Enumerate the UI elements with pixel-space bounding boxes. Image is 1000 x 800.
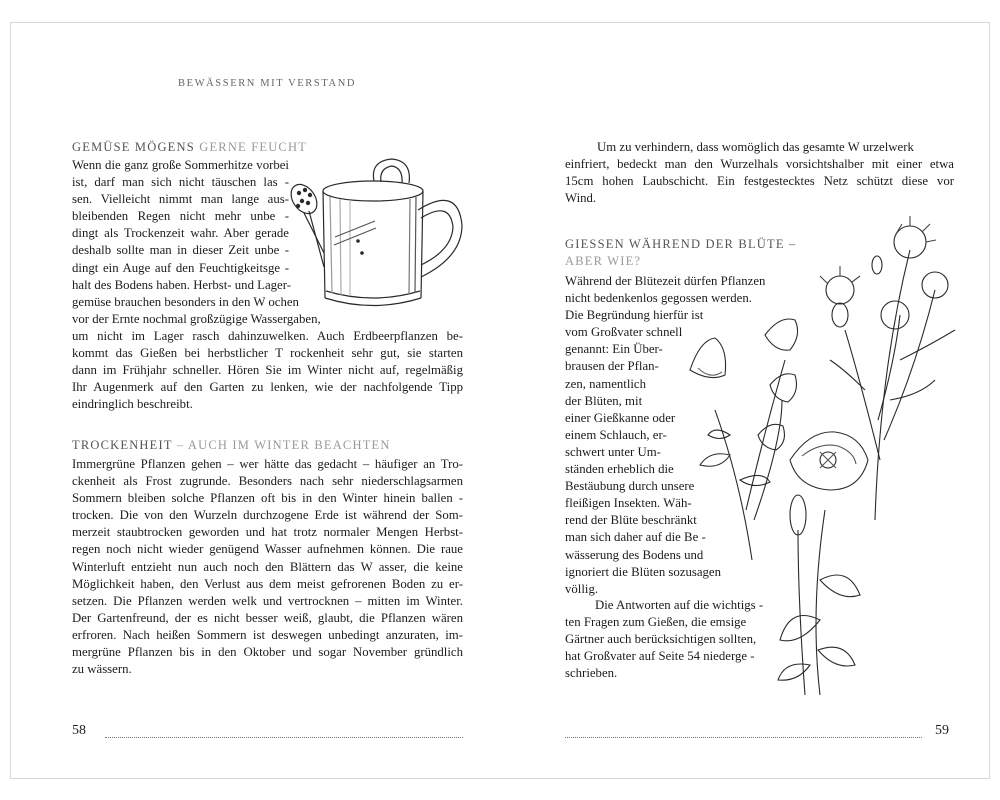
text-line: dann im Frühjahr schneller. Hören Sie im Winter nicht auf, regelmäßig (72, 363, 463, 378)
text-line: wässerung des Bodens und (565, 547, 704, 562)
text-line: Ihr Augenmerk auf den Garten zu lenken, wie der nachfolgende Tipp (72, 380, 463, 395)
footer-rule-left (105, 737, 463, 738)
paragraph-gemuese-full (72, 328, 463, 396)
paragraph-gemuese-last-line: eindringlich beschreibt. (72, 397, 193, 411)
paragraph-intro-last-line: Wind. (565, 191, 597, 205)
text-line: völlig. (565, 581, 599, 596)
text-line: zen, namentlich (565, 376, 647, 391)
running-head: BEWÄSSERN MIT VERSTAND (178, 78, 357, 89)
text-line: Bestäubung durch unsere (565, 479, 695, 494)
text-line: deshalb sollte man in dieser Zeit unbe - (72, 243, 289, 258)
paragraph-trockenheit (72, 456, 463, 661)
text-line: man sich daher auf die Be - (565, 530, 706, 545)
text-line: um nicht im Lager rasch dahinzuwelken. Auch Erdbeerpflanzen be- (72, 329, 463, 343)
text-line: der Blüten, mit (565, 393, 643, 408)
text-line: ständen erheblich die (565, 462, 674, 477)
section-heading-trockenheit (72, 437, 391, 454)
text-line: dingt ein Auge auf den Feuchtigkeitsge - (72, 260, 289, 275)
text-line: ignoriert die Blüten sozusagen (565, 564, 722, 579)
page-number-left: 58 (72, 723, 86, 738)
text-line: Möglichkeit haben, den Verlust aus dem meist gefrorenen Boden zu er- (72, 576, 463, 591)
text-line: trocken. Die von den Wurzeln durchzogene Erde ist während der Som- (72, 508, 463, 523)
text-line: bleibenden Regen nicht mehr unbe - (72, 209, 289, 224)
text-line: Die Begründung hierfür ist (565, 308, 704, 323)
wildflowers-illustration (670, 220, 970, 695)
text-line: ist, darf man sich nicht täuschen las - (72, 175, 289, 190)
text-line: nicht bedenkenlos gegossen werden. (565, 291, 752, 306)
section-heading-bluete-line2: ABER WIE? (565, 254, 642, 268)
text-line: Winterluft entzieht nun auch noch den Blättern das W asser, die keine (72, 559, 463, 574)
text-line: schwert unter Um- (565, 444, 661, 459)
text-line: Gärtner auch berücksichtigen sollten, (565, 632, 757, 647)
text-line: gemüse brauchen besonders in den W ochen (72, 294, 299, 309)
text-line: merzeit staubtrocken geworden und hat trotz normaler Mengen Herbst- (72, 525, 463, 540)
text-line: vom Großvater schnell (565, 325, 683, 340)
text-line: einer Gießkanne oder (565, 410, 676, 425)
section-heading-gemuese-light: GERNE FEUCHT (199, 140, 308, 154)
text-line: einem Schlauch, er- (565, 427, 667, 442)
page-number-right: 59 (935, 723, 949, 738)
watering-can-illustration (290, 155, 470, 310)
text-line: schrieben. (565, 666, 618, 681)
text-line: sen. Vielleicht nimmt man lange aus- (72, 192, 289, 207)
text-line: Während der Blütezeit dürfen Pflanzen (565, 274, 766, 288)
section-heading-gemuese-dark: GEMÜSE MÖGENS (72, 140, 195, 154)
paragraph-gemuese-narrow (72, 157, 321, 328)
section-heading-trockenheit-dark: TROCKENHEIT (72, 438, 173, 452)
text-line: ten Fragen zum Gießen, die emsige (565, 615, 747, 630)
text-line: halt des Bodens haben. Herbst- und Lager- (72, 277, 292, 292)
text-line: Die Antworten auf die wichtigs - (595, 598, 764, 612)
text-line: erfroren. Nach heißen Sommern ist deswegen unbedingt anzuraten, im- (72, 627, 463, 642)
text-line: Wenn die ganz große Sommerhitze vorbei (72, 158, 289, 172)
text-line: fleißigen Insekten. Wäh- (565, 496, 692, 511)
paragraph-intro: einfriert, bedeckt man den Wurzelhals vorsichtshalber mit einer etwa 15cm hohen Laubschicht. Ein festgestecktes Netz schützt diese vor (565, 157, 954, 189)
section-heading-gemuese (72, 139, 307, 156)
text-line: rend der Blüte beschränkt (565, 513, 697, 528)
section-heading-bluete-line1: GIESSEN WÄHREND DER BLÜTE – (565, 237, 797, 251)
text-line: ckenheit als Frost zugrunde. Besonders nach sehr niederschlagsarmen (72, 474, 463, 489)
text-line: Immergrüne Pflanzen gehen – wer hätte das gedacht – häufiger an Tro- (72, 457, 463, 471)
text-line: brausen der Pflan- (565, 359, 659, 374)
text-line: hat Großvater auf Seite 54 niederge - (565, 649, 755, 664)
text-line: vor der Ernte nochmal großzügige Wassergaben, (72, 311, 321, 326)
text-line: dingt als Trockenzeit wahr. Aber gerade (72, 226, 289, 241)
paragraph-intro-first-line: Um zu verhindern, dass womöglich das gesamte W urzelwerk (597, 140, 914, 154)
section-heading-trockenheit-light: – AUCH IM WINTER BEACHTEN (176, 438, 391, 452)
footer-rule-right (565, 737, 922, 738)
text-line: Sommern bleiben solche Pflanzen oft bis in den Winter hinein ballen - (72, 491, 463, 506)
text-line: regen noch nicht wieder genügend Wasser aufnehmen können. Die raue (72, 542, 463, 557)
text-line: mergrüne Pflanzen bis in den Oktober und sogar November gründlich (72, 645, 463, 660)
text-line: setzen. Die Pflanzen werden welk und vertrocknen – mitten im Winter. (72, 593, 463, 608)
paragraph-trockenheit-last-line: zu wässern. (72, 662, 132, 676)
text-line: genannt: Ein Über- (565, 342, 663, 357)
text-line: Der Gartenfreund, der es nicht besser weiß, glaubt, die Pflanzen wären (72, 610, 463, 625)
text-line: kommt das Gießen bei herbstlicher T rockenheit sehr gut, sie starten (72, 346, 463, 361)
